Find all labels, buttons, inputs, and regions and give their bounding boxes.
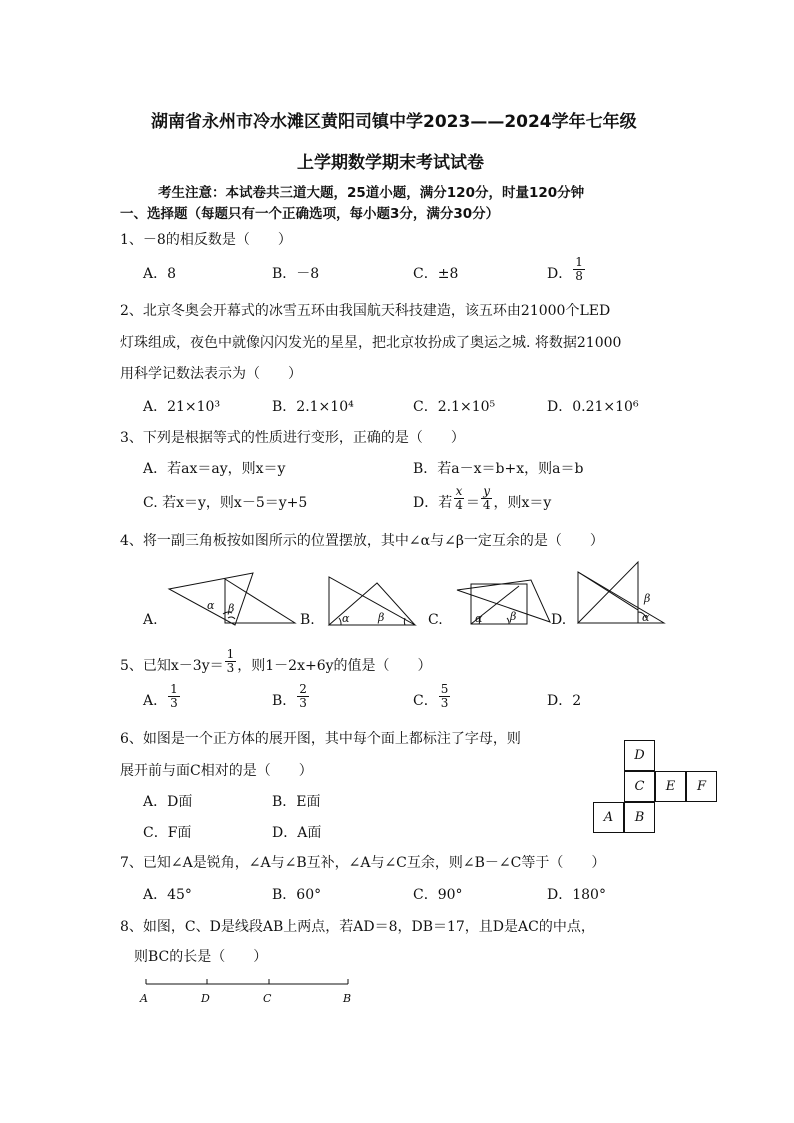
q8-line-2: 则BC的长是（ ）: [134, 949, 268, 965]
q3-d-frac1-num: x: [455, 484, 463, 498]
cube-face-e: E: [655, 771, 686, 802]
q7-stem: 7、已知∠A是锐角，∠A与∠B互补，∠A与∠C互余，则∠B－∠C等于（ ）: [120, 855, 606, 871]
cube-face-a: A: [593, 802, 624, 833]
exam-notice: 考生注意：本试卷共三道大题，25道小题，满分120分，时量120分钟: [158, 185, 585, 201]
q1-d-denominator: 8: [575, 269, 583, 283]
q5-stem-suffix: ，则1－2x+6y的值是（ ）: [237, 657, 432, 674]
q5-a-num: 1: [170, 682, 178, 696]
q2-option-a: A．21×10³: [143, 399, 221, 415]
q7-option-a: A．45°: [143, 887, 192, 903]
q4-c-beta: β: [510, 610, 517, 623]
q2-line-2: 灯珠组成，夜色中就像闪闪发光的星星，把北京妆扮成了奥运之城. 将数据21000: [120, 335, 622, 351]
q5-c-num: 5: [440, 682, 449, 696]
q5-numerator: 1: [226, 647, 235, 661]
q4-figure-b: [325, 575, 420, 627]
q5-c-label: C．: [413, 692, 438, 709]
q3-option-b: B．若a－x＝b+x，则a＝b: [413, 461, 584, 477]
q5-stem-prefix: 5、已知x－3y＝: [120, 657, 224, 674]
q4-b-alpha: α: [342, 612, 350, 625]
q5-a-label: A．: [143, 692, 168, 709]
q2-option-d: D．0.21×10⁶: [547, 399, 639, 415]
q5-option-a: [143, 683, 181, 710]
q7-option-d: D．180°: [547, 887, 606, 903]
q6-option-c: C．F面: [143, 825, 192, 841]
q5-denominator: 3: [226, 661, 235, 675]
q1-option-a: A．8: [143, 266, 177, 282]
q4-stem: 4、将一副三角板按如图所示的位置摆放，其中∠α与∠β一定互余的是（ ）: [120, 533, 604, 549]
q5-b-label: B．: [272, 692, 297, 709]
q5-stem: [120, 648, 432, 675]
q8-point-b: B: [343, 992, 352, 1005]
q2-option-c: C．2.1×10⁵: [413, 399, 496, 415]
q3-d-frac2-num: y: [483, 484, 491, 498]
q6-line-1: 6、如图是一个正方体的展开图，其中每个面上都标注了字母，则: [120, 731, 521, 747]
q8-segment-figure: [138, 975, 358, 1010]
q7-option-c: C．90°: [413, 887, 463, 903]
q4-figure-a: [165, 570, 305, 626]
q1-option-d: [547, 256, 586, 283]
q6-line-2: 展开前与面C相对的是（ ）: [120, 763, 313, 779]
q3-option-d: [413, 485, 551, 512]
q4-figure-d: [576, 560, 666, 626]
q3-d-equals: ＝: [465, 494, 480, 511]
q8-point-d: D: [201, 992, 210, 1005]
q5-option-d: D．2: [547, 693, 582, 709]
q2-line-3: 用科学记数法表示为（ ）: [120, 366, 302, 382]
q4-c-alpha: α: [475, 612, 483, 625]
cube-face-f: F: [686, 771, 717, 802]
q6-option-d: D．A面: [272, 825, 322, 841]
q4-option-c-label: C.: [428, 612, 443, 628]
q7-option-b: B．60°: [272, 887, 322, 903]
cube-face-c: C: [624, 771, 655, 802]
q1-stem: 1、－8的相反数是（ ）: [120, 232, 292, 248]
q2-option-b: B．2.1×10⁴: [272, 399, 354, 415]
q4-d-alpha: α: [642, 611, 650, 624]
q8-point-c: C: [263, 992, 272, 1005]
q3-option-a: A．若ax＝ay，则x＝y: [143, 461, 286, 477]
q8-point-a: A: [140, 992, 148, 1005]
q6-option-a: A．D面: [143, 794, 193, 810]
q3-d-prefix: D．若: [413, 494, 453, 511]
q1-d-numerator: 1: [575, 255, 583, 269]
q1-option-b: B．－8: [272, 266, 320, 282]
section-1-heading: 一、选择题（每题只有一个正确选项，每小题3分，满分30分）: [120, 206, 500, 222]
q3-stem: 3、下列是根据等式的性质进行变形，正确的是（ ）: [120, 430, 465, 446]
q3-option-c: C. 若x＝y，则x－5＝y+5: [143, 495, 308, 511]
q5-a-den: 3: [170, 696, 178, 710]
cube-face-d: D: [624, 740, 655, 771]
q4-option-a-label: A.: [143, 612, 158, 628]
q1-option-d-label: D．: [547, 265, 573, 282]
q4-a-beta: β: [228, 602, 235, 615]
q3-d-frac1-den: 4: [455, 498, 463, 512]
q4-option-b-label: B.: [300, 612, 315, 628]
q3-d-frac2-den: 4: [482, 498, 491, 512]
q5-c-den: 3: [440, 696, 449, 710]
q1-option-c: C．±8: [413, 266, 459, 282]
title-line-2: 上学期数学期末考试试卷: [297, 153, 484, 173]
cube-face-b: B: [624, 802, 655, 833]
q5-option-b: [272, 683, 310, 710]
title-line-1: 湖南省永州市冷水滩区黄阳司镇中学2023——2024学年七年级: [151, 112, 637, 132]
q4-figure-c: [455, 574, 555, 628]
q5-b-num: 2: [299, 682, 307, 696]
q4-a-alpha: α: [207, 599, 215, 612]
q3-d-suffix: ，则x＝y: [493, 494, 552, 511]
q4-option-d-label: D.: [551, 612, 567, 628]
q5-option-c: [413, 683, 451, 710]
q4-b-beta: β: [378, 611, 385, 624]
q4-d-beta: β: [644, 592, 651, 605]
q5-b-den: 3: [299, 696, 307, 710]
q2-line-1: 2、北京冬奥会开幕式的冰雪五环由我国航天科技建造，该五环由21000个LED: [120, 303, 611, 319]
q6-option-b: B．E面: [272, 794, 321, 810]
q8-line-1: 8、如图，C、D是线段AB上两点，若AD＝8，DB＝17，且D是AC的中点，: [120, 919, 595, 935]
